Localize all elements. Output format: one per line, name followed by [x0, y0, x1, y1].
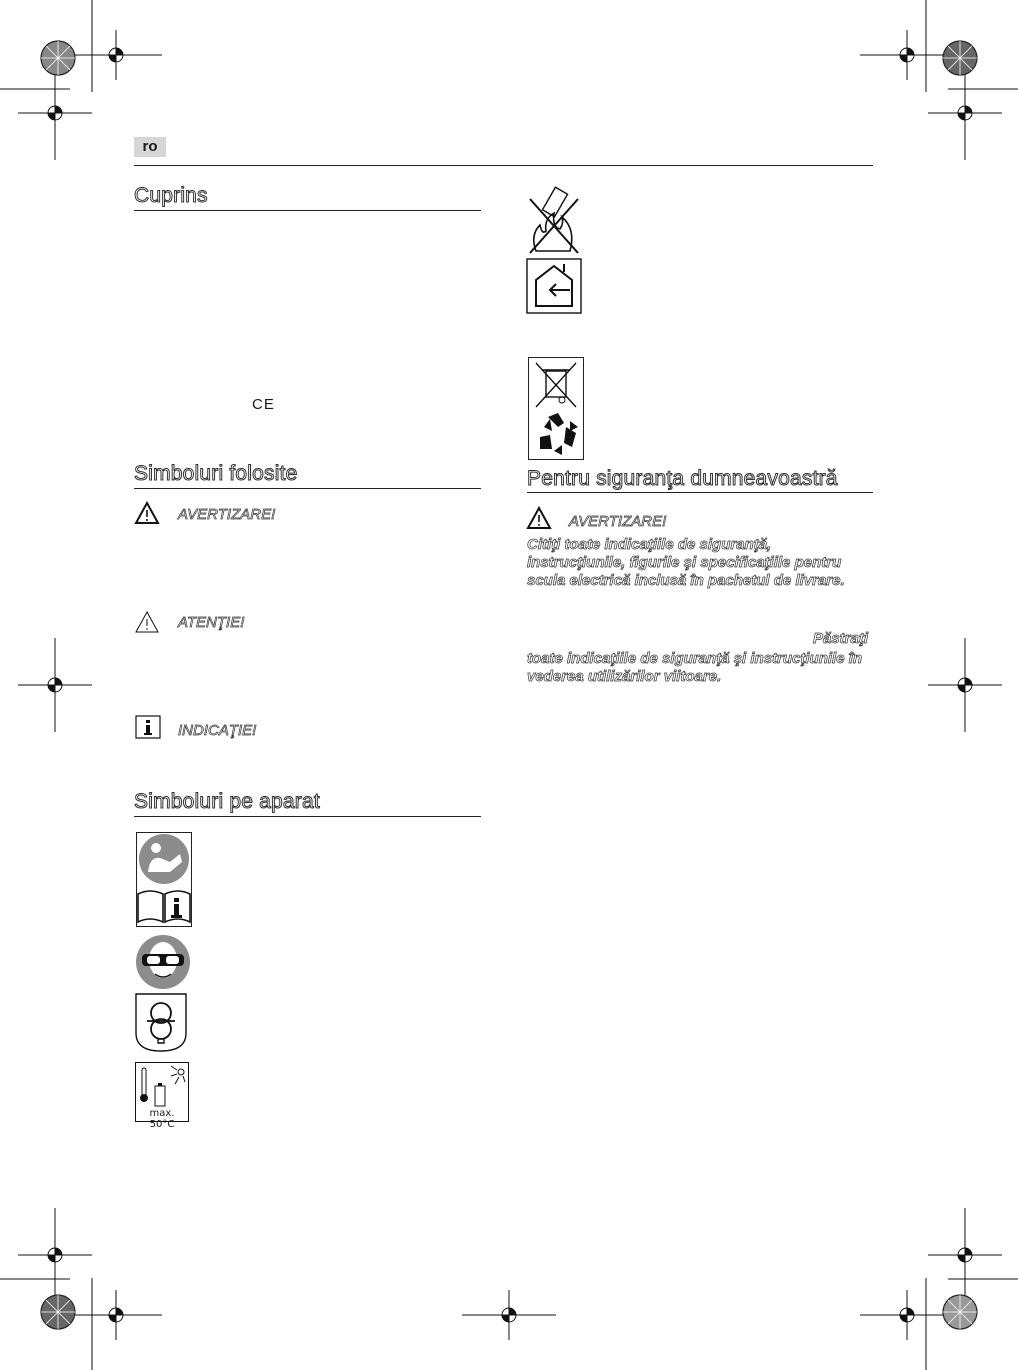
info-label: INDICAŢIE! [178, 722, 257, 739]
device-symbols-rule [134, 816, 481, 817]
max-temperature-icon [135, 1062, 189, 1130]
ce-mark: CE [252, 396, 275, 413]
no-fire-battery-icon [526, 185, 582, 255]
info-box-icon [135, 715, 161, 739]
caution-triangle-icon [134, 610, 160, 634]
safety-paragraph-2-start: Păstraţi [812, 630, 868, 647]
wear-goggles-icon [135, 934, 191, 990]
symbols-used-rule [134, 488, 481, 489]
warning-label: AVERTIZARE! [178, 506, 276, 523]
safety-paragraph-2-rest: toate indicaţiile de siguranţă şi instrucţiunile în vederea utilizărilor viitoare. [527, 650, 863, 685]
temperature-label: max. 50°C [149, 1108, 175, 1130]
read-manual-icon [136, 832, 192, 927]
contents-heading: Cuprins [134, 184, 208, 207]
language-badge: ro [134, 137, 166, 157]
caution-label: ATENŢIE! [178, 614, 245, 631]
safety-warning-label: AVERTIZARE! [569, 513, 667, 530]
header-rule [134, 165, 873, 166]
bin-and-recycle-icons [528, 357, 584, 460]
device-symbols-heading: Simboluri pe aparat [134, 790, 320, 813]
warning-triangle-bold-icon [134, 501, 160, 525]
safety-heading: Pentru siguranţa dumneavoastră [527, 467, 838, 490]
contents-rule [134, 210, 481, 211]
symbols-used-heading: Simboluri folosite [134, 462, 298, 485]
ear-protection-icon [135, 993, 187, 1053]
indoor-use-icon [526, 258, 582, 314]
safety-rule [527, 492, 873, 493]
safety-paragraph-1: Citiţi toate indicaţiile de siguranţă, instrucţiunile, figurile şi specificaţiile pentru scula electrică inclusă în pachetul de livrare. [527, 536, 845, 589]
safety-warning-triangle-icon [526, 506, 552, 530]
